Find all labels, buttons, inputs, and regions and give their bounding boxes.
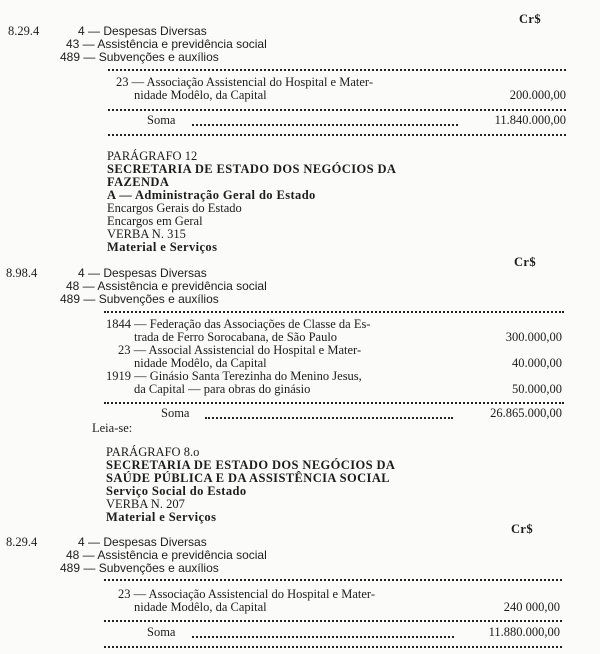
leader-dots <box>192 636 454 638</box>
leader-dots <box>205 417 453 419</box>
dotted-rule <box>108 134 566 136</box>
soma-value: 26.865.000,00 <box>490 406 562 420</box>
item-desc: 23 — Associação Assistencial do Hospital e Mater- <box>116 75 373 89</box>
account-code: 8.29.4 <box>6 535 38 549</box>
dotted-rule <box>108 69 566 71</box>
expense-line: 4 — Despesas Diversas <box>78 266 207 280</box>
heading-line: Material e Serviços <box>106 510 217 524</box>
dotted-rule <box>104 646 562 648</box>
item-value: 40.000,00 <box>512 356 562 370</box>
leader-dots <box>192 124 458 126</box>
heading-line: Serviço Social do Estado <box>106 484 247 498</box>
item-desc: nidade Modêlo, da Capital <box>134 356 267 370</box>
expense-line: 4 — Despesas Diversas <box>78 24 207 38</box>
expense-line: 489 — Subvenções e auxílios <box>60 561 219 575</box>
paragraph-heading: PARÁGRAFO 8.o <box>106 445 200 459</box>
expense-line: 48 — Assistência e previdência social <box>66 548 267 562</box>
item-value: 50.000,00 <box>512 382 562 396</box>
soma-value: 11.880.000,00 <box>488 625 560 639</box>
division-heading: A — Administração Geral do Estado <box>107 188 316 202</box>
expense-line: 43 — Assistência e previdência social <box>66 37 267 51</box>
secretariat-title: SAÚDE PÚBLICA E DA ASSISTÊNCIA SOCIAL <box>106 471 390 485</box>
soma-label: Soma <box>147 113 176 127</box>
currency-header: Cr$ <box>519 12 542 26</box>
item-value: 200.000,00 <box>509 88 566 102</box>
item-value: 300.000,00 <box>505 330 562 344</box>
heading-line: Material e Serviços <box>107 240 218 254</box>
item-desc: 23 — Associação Assistencial do Hospital e Mater- <box>118 587 375 601</box>
dotted-rule <box>104 311 564 313</box>
expense-line: 4 — Despesas Diversas <box>78 535 207 549</box>
item-desc: 1919 — Ginásio Santa Terezinha do Menino Jesus, <box>106 369 362 383</box>
item-desc: trada de Ferro Sorocabana, de São Paulo <box>134 330 338 344</box>
account-code: 8.29.4 <box>8 24 40 38</box>
soma-label: Soma <box>161 406 190 420</box>
item-desc: nidade Modêlo, da Capital <box>134 600 267 614</box>
currency-header: Cr$ <box>514 255 537 269</box>
heading-line: Encargos em Geral <box>107 214 203 228</box>
item-value: 240 000,00 <box>503 600 560 614</box>
dotted-rule <box>104 579 562 581</box>
dotted-rule <box>108 109 566 111</box>
item-desc: 23 — Associal Assistencial do Hospital e Mater- <box>118 343 362 357</box>
item-desc: 1844 — Federação das Associações de Classe da Es- <box>106 317 371 331</box>
verba-number: VERBA N. 315 <box>107 227 186 241</box>
secretariat-title: SECRETARIA DE ESTADO DOS NEGÓCIOS DA <box>107 162 397 176</box>
secretariat-title: SECRETARIA DE ESTADO DOS NEGÓCIOS DA <box>106 458 396 472</box>
item-desc: nidade Modêlo, da Capital <box>134 88 267 102</box>
account-code: 8.98.4 <box>6 266 38 280</box>
paragraph-heading: PARÁGRAFO 12 <box>107 149 198 163</box>
soma-label: Soma <box>147 625 176 639</box>
secretariat-title: FAZENDA <box>107 175 170 189</box>
dotted-rule <box>104 402 564 404</box>
item-desc: da Capital — para obras do ginásio <box>134 382 311 396</box>
heading-line: Encargos Gerais do Estado <box>107 201 242 215</box>
expense-line: 48 — Assistência e previdência social <box>66 279 267 293</box>
dotted-rule <box>104 620 562 622</box>
expense-line: 489 — Subvenções e auxílios <box>60 292 219 306</box>
currency-header: Cr$ <box>511 522 534 536</box>
verba-number: VERBA N. 207 <box>106 497 185 511</box>
expense-line: 489 — Subvenções e auxílios <box>60 50 219 64</box>
leia-se-label: Leia-se: <box>92 421 133 435</box>
soma-value: 11.840.000,00 <box>494 113 566 127</box>
